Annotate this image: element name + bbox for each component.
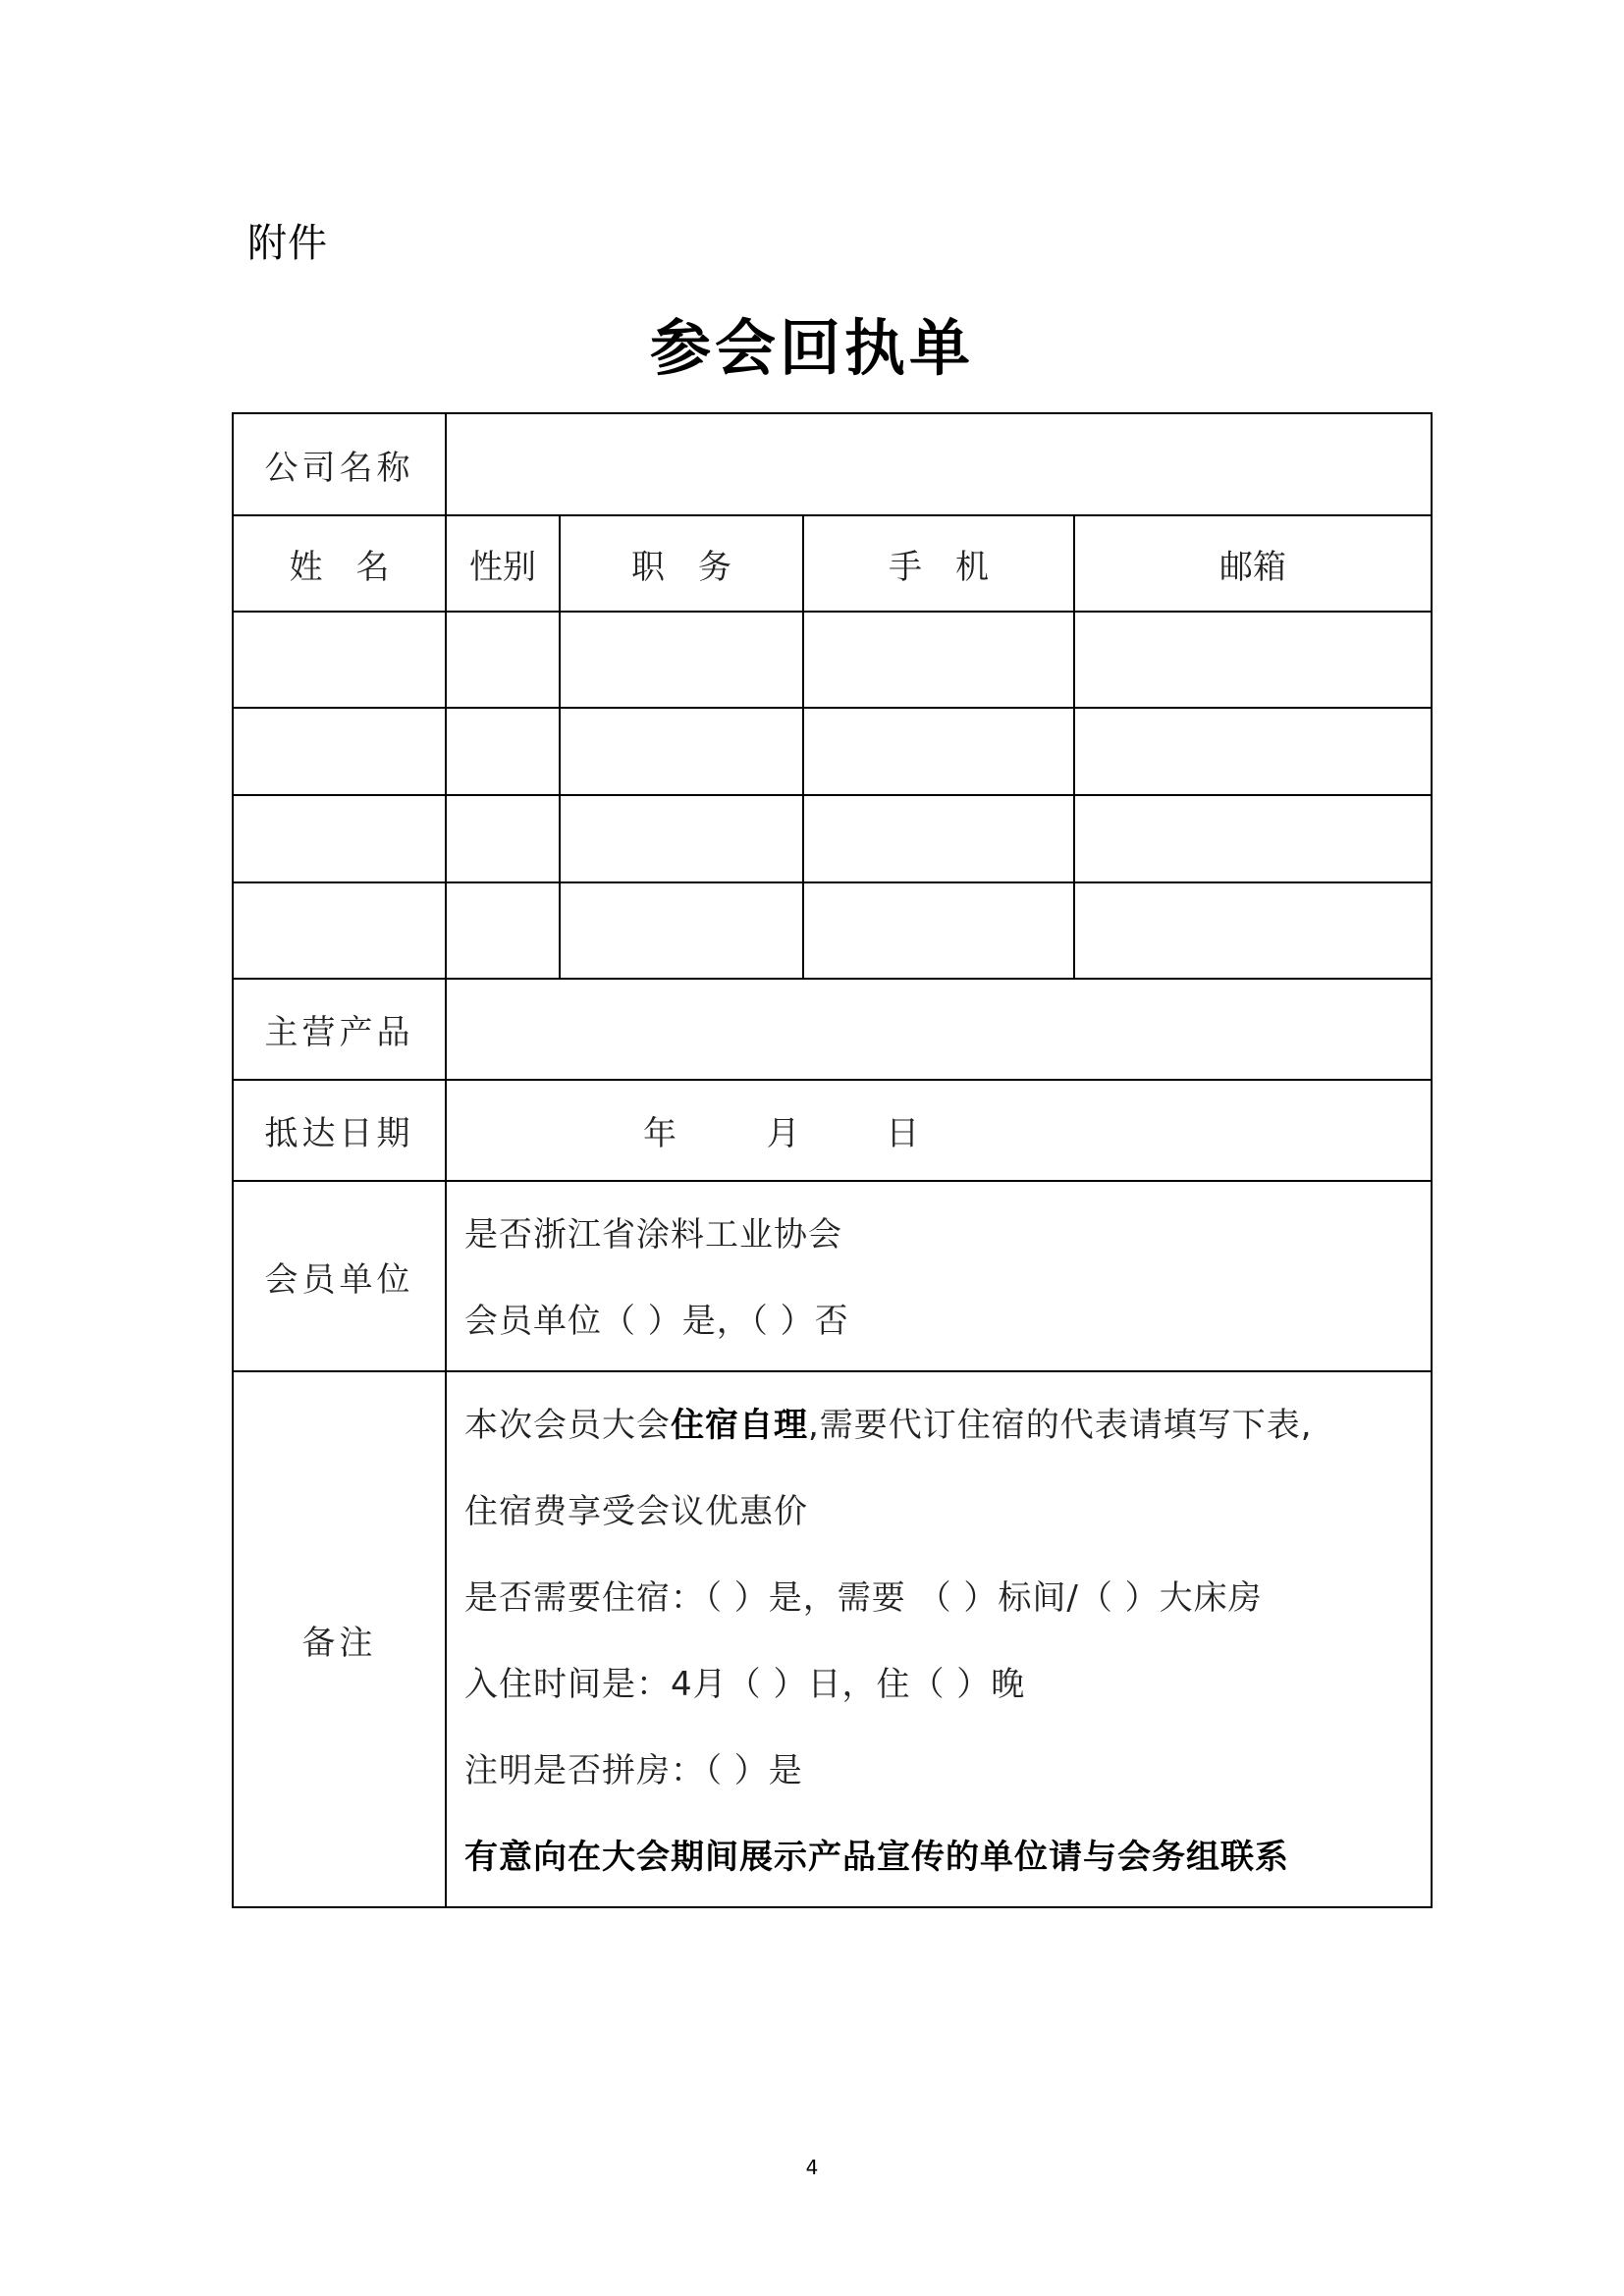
remarks-row	[233, 1371, 1432, 1907]
attendee-name-field[interactable]	[233, 708, 446, 795]
attendee-row	[233, 612, 1432, 708]
attendee-email-field[interactable]	[1074, 882, 1432, 979]
member-question-text: 是否浙江省涂料工业协会	[464, 1215, 842, 1255]
attendee-row	[233, 708, 1432, 795]
member-choice-text: 会员单位（ ）是，（ ）否	[464, 1302, 849, 1341]
company-name-label: 公司名称	[233, 413, 446, 515]
main-products-field[interactable]	[446, 979, 1432, 1080]
header-email: 邮箱	[1074, 515, 1432, 612]
attendee-name-field[interactable]	[233, 795, 446, 882]
attendee-position-field[interactable]	[560, 612, 803, 708]
form-title: 参会回执单	[649, 312, 974, 384]
attendee-name-field[interactable]	[233, 882, 446, 979]
header-mobile: 手 机	[803, 515, 1074, 612]
attendee-email-field[interactable]	[1074, 708, 1432, 795]
products-row	[233, 979, 1432, 1080]
remarks-line-discount: 住宿费享受会议优惠价	[464, 1492, 808, 1531]
attendee-mobile-field[interactable]	[803, 612, 1074, 708]
attendee-email-field[interactable]	[1074, 612, 1432, 708]
member-unit-field[interactable]	[446, 1181, 1432, 1371]
remarks-line-room-share[interactable]: 注明是否拼房：（ ）是	[464, 1751, 803, 1790]
arrival-row	[233, 1080, 1432, 1181]
arrival-month-label: 月	[766, 1114, 802, 1153]
attendee-row	[233, 882, 1432, 979]
header-gender: 性别	[446, 515, 560, 612]
attendee-mobile-field[interactable]	[803, 708, 1074, 795]
member-row	[233, 1181, 1432, 1371]
remarks-label: 备注	[233, 1371, 446, 1907]
remarks-line-exhibit-contact: 有意向在大会期间展示产品宣传的单位请与会务组联系	[464, 1838, 1289, 1877]
attendee-gender-field[interactable]	[446, 612, 560, 708]
registration-form-table	[232, 412, 1433, 1908]
attendee-position-field[interactable]	[560, 708, 803, 795]
header-position: 职 务	[560, 515, 803, 612]
attendee-header-row	[233, 515, 1432, 612]
remarks-line-accommodation: 本次会员大会住宿自理,需要代订住宿的代表请填写下表,	[464, 1406, 1313, 1445]
remarks-line-checkin[interactable]: 入住时间是：4月（ ）日，住（ ）晚	[464, 1665, 1026, 1704]
attendee-gender-field[interactable]	[446, 795, 560, 882]
company-name-field[interactable]	[446, 413, 1432, 515]
attendee-mobile-field[interactable]	[803, 795, 1074, 882]
attendee-row	[233, 795, 1432, 882]
page-number: 4	[805, 2156, 819, 2179]
arrival-date-field[interactable]: 年 月 日	[446, 1080, 1432, 1181]
attendee-position-field[interactable]	[560, 795, 803, 882]
attendee-name-field[interactable]	[233, 612, 446, 708]
remarks-content	[446, 1371, 1432, 1907]
attachment-label: 附件	[247, 221, 328, 266]
attendee-email-field[interactable]	[1074, 795, 1432, 882]
attendee-gender-field[interactable]	[446, 708, 560, 795]
arrival-day-label: 日	[886, 1114, 922, 1153]
attendee-gender-field[interactable]	[446, 882, 560, 979]
remarks-line-room-type[interactable]: 是否需要住宿：（ ）是，需要 （ ）标间/（ ）大床房	[464, 1578, 1263, 1618]
company-row	[233, 413, 1432, 515]
arrival-date-label: 抵达日期	[233, 1080, 446, 1181]
self-arranged-accommodation-text: 住宿自理	[671, 1406, 808, 1445]
header-name: 姓 名	[233, 515, 446, 612]
member-unit-label: 会员单位	[233, 1181, 446, 1371]
attendee-position-field[interactable]	[560, 882, 803, 979]
main-products-label: 主营产品	[233, 979, 446, 1080]
attendee-mobile-field[interactable]	[803, 882, 1074, 979]
